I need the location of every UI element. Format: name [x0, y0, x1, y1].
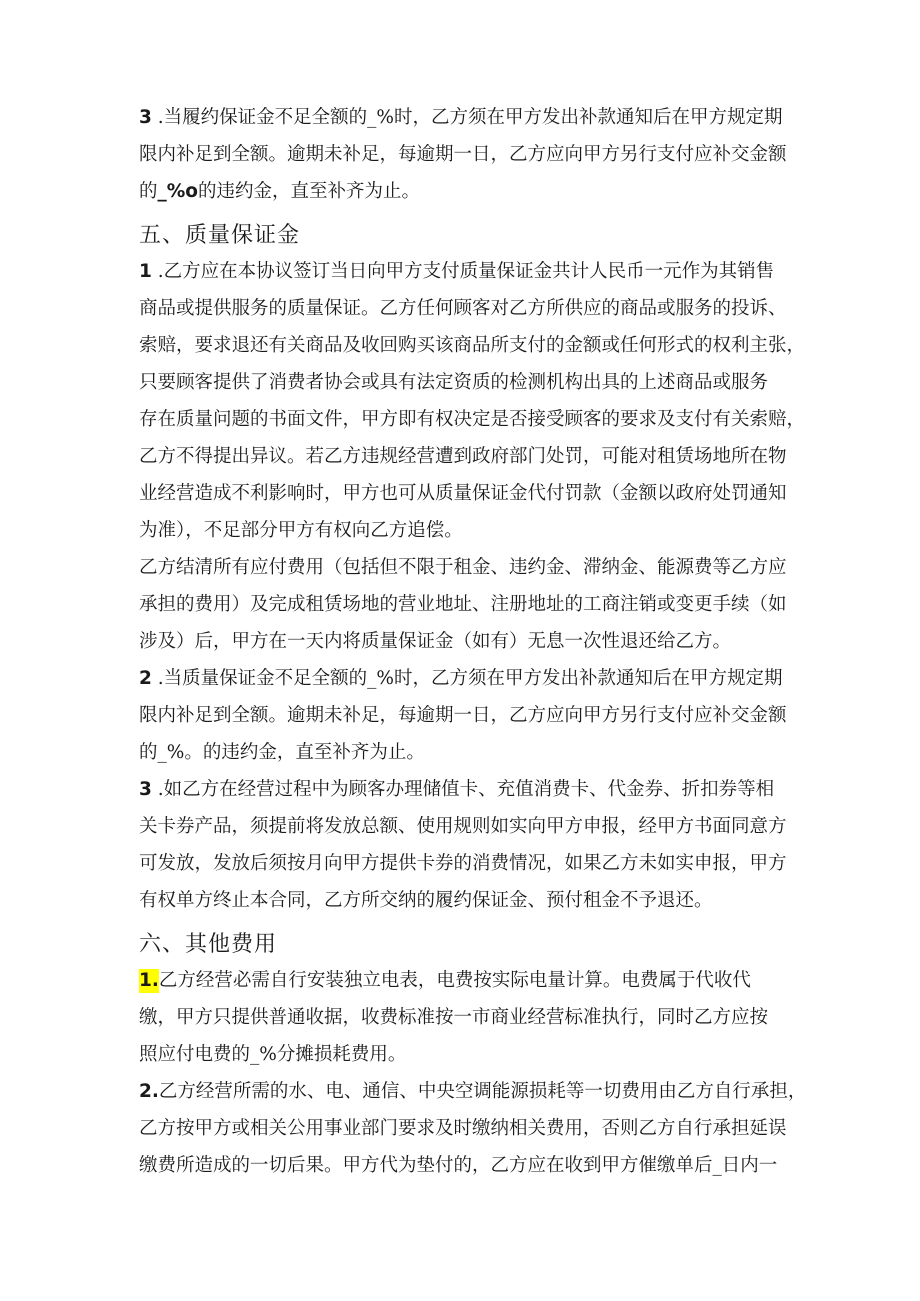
s6-clause-1-line-1: 1.乙方经营必需自行安装独立电表，电费按实际电量计算。电费属于代收代 — [139, 970, 751, 991]
clause-number: 3 — [139, 107, 152, 128]
s5-clause-1-line-2: 商品或提供服务的质量保证。乙方任何顾客对乙方所供应的商品或服务的投诉、 — [139, 298, 787, 319]
s5-clause-3-line-1: 3 .如乙方在经营过程中为顾客办理储值卡、充值消费卡、代金券、折扣券等相 — [139, 779, 775, 800]
s5-clause-1-line-6: 乙方不得提出异议。若乙方违规经营遭到政府部门处罚，可能对租赁场地所在物 — [139, 446, 787, 467]
s5-para-line-1: 乙方结清所有应付费用（包括但不限于租金、违约金、滞纳金、能源费等乙方应 — [139, 557, 787, 578]
clause-number: 2. — [139, 1081, 159, 1102]
clause-3-line-2: 限内补足到全额。逾期未补足，每逾期一日，乙方应向甲方另行支付应补交金额 — [139, 144, 787, 165]
s5-clause-1-line-7: 业经营造成不利影响时，甲方也可从质量保证金代付罚款（金额以政府处罚通知 — [139, 483, 787, 504]
s5-clause-3-line-3: 可发放，发放后须按月向甲方提供卡券的消费情况，如果乙方未如实申报，甲方 — [139, 853, 787, 874]
s6-clause-2-line-3: 缴费所造成的一切后果。甲方代为垫付的，乙方应在收到甲方催缴单后_日内一 — [139, 1155, 778, 1176]
s5-clause-1-line-4: 只要顾客提供了消费者协会或具有法定资质的检测机构出具的上述商品或服务 — [139, 372, 769, 393]
s5-clause-2-line-2: 限内补足到全额。逾期未补足，每逾期一日，乙方应向甲方另行支付应补交金额 — [139, 705, 787, 726]
section-heading-5: 五、质量保证金 — [139, 223, 301, 248]
s5-clause-1-line-1: 1 .乙方应在本协议签订当日向甲方支付质量保证金共计人民币一元作为其销售 — [139, 261, 775, 282]
clause-number: 1 — [139, 261, 152, 282]
s6-clause-1-line-3: 照应付电费的_%分摊损耗费用。 — [139, 1044, 407, 1065]
s5-clause-1-line-3: 索赔，要求退还有关商品及收回购买该商品所支付的金额或任何形式的权利主张， — [139, 335, 806, 356]
s6-clause-2-line-1: 2.乙方经营所需的水、电、通信、中央空调能源损耗等一切费用由乙方自行承担， — [139, 1081, 807, 1102]
clause-number: 3 — [139, 779, 152, 800]
s5-para-line-3: 涉及）后，甲方在一天内将质量保证金（如有）无息一次性退还给乙方。 — [139, 631, 732, 652]
clause-3-line-1: 3 .当履约保证金不足全额的_%时，乙方须在甲方发出补款通知后在甲方规定期 — [139, 107, 783, 128]
s6-clause-2-line-2: 乙方按甲方或相关公用事业部门要求及时缴纳相关费用，否则乙方自行承担延误 — [139, 1118, 787, 1139]
s5-clause-2-line-1: 2 .当质量保证金不足全额的_%时，乙方须在甲方发出补款通知后在甲方规定期 — [139, 668, 783, 689]
s5-clause-3-line-4: 有权单方终止本合同，乙方所交纳的履约保证金、预付租金不予退还。 — [139, 890, 713, 911]
s5-clause-1-line-5: 存在质量问题的书面文件，甲方即有权决定是否接受顾客的要求及支付有关索赔， — [139, 409, 806, 430]
s6-clause-1-line-2: 缴，甲方只提供普通收据，收费标准按一市商业经营标准执行，同时乙方应按 — [139, 1007, 769, 1028]
s5-para-line-2: 承担的费用）及完成租赁场地的营业地址、注册地址的工商注销或变更手续（如 — [139, 594, 787, 615]
clause-number: 2 — [139, 668, 152, 689]
s5-clause-3-line-2: 关卡券产品，须提前将发放总额、使用规则如实向甲方申报，经甲方书面同意方 — [139, 816, 787, 837]
clause-number-highlighted: 1. — [139, 970, 159, 991]
clause-3-line-3: 的_%o的违约金，直至补齐为止。 — [139, 181, 421, 202]
s5-clause-2-line-3: 的_%。的违约金，直至补齐为止。 — [139, 742, 425, 763]
s5-clause-1-line-8: 为准），不足部分甲方有权向乙方追偿。 — [139, 520, 463, 541]
section-heading-6: 六、其他费用 — [139, 932, 278, 957]
